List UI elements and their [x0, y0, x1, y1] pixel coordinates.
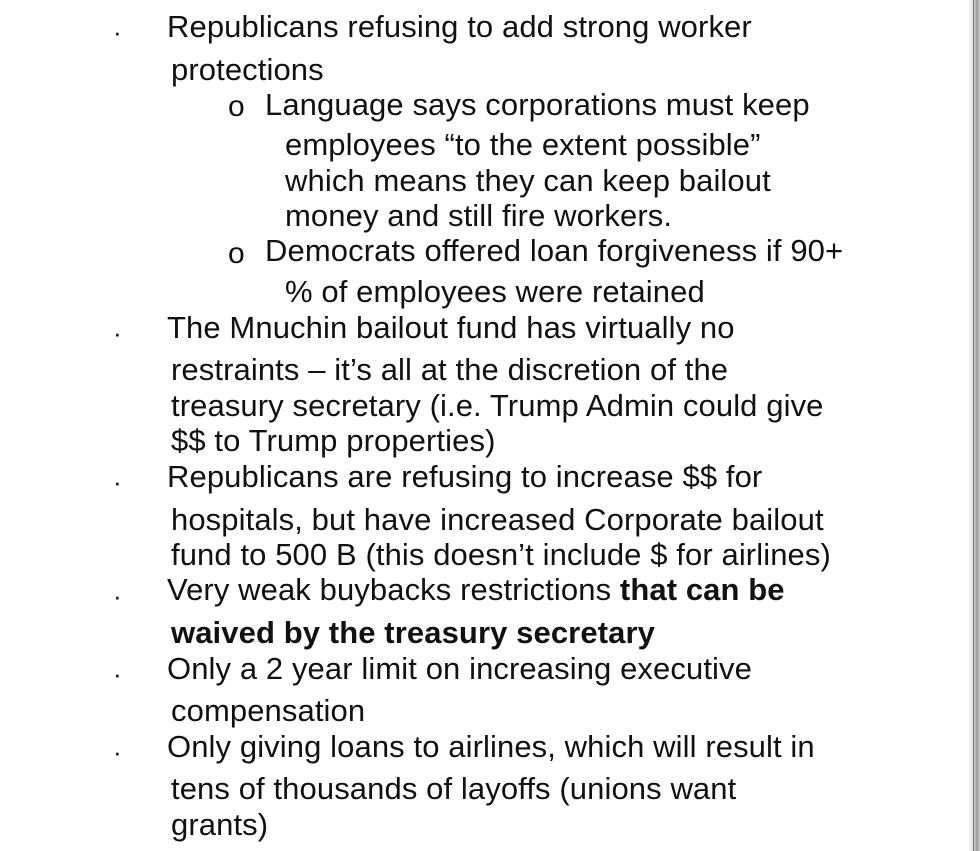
sub-bullet-marker: o [228, 90, 245, 123]
bullet-text-line: Republicans are refusing to increase $$ for [167, 459, 763, 494]
bullet-text-line: $$ to Trump properties) [171, 423, 496, 458]
sub-bullet-text-line: employees “to the extent possible” [285, 127, 761, 162]
bullet-text-line: Only giving loans to airlines, which will result in [167, 729, 815, 764]
bullet-text-line: The Mnuchin bailout fund has virtually no [167, 310, 735, 345]
bullet-point: · [113, 737, 122, 767]
page-edge-line [973, 0, 974, 851]
sub-bullet-text-line: which means they can keep bailout [285, 163, 771, 198]
bullet-text-line: protections [171, 52, 324, 87]
sub-bullet-text-line: Language says corporations must keep [265, 87, 810, 122]
bullet-text-line: treasury secretary (i.e. Trump Admin could give [171, 388, 824, 423]
bullet-point: · [113, 17, 122, 47]
sub-bullet-text-line: money and still fire workers. [285, 198, 673, 233]
regular-text: Very weak buybacks restrictions [167, 572, 620, 607]
sub-bullet-text-line: Democrats offered loan forgiveness if 90+ [265, 233, 844, 268]
bullet-text-line: compensation [171, 693, 366, 728]
bullet-text-line: Republicans refusing to add strong worker [167, 9, 752, 44]
bullet-point: · [113, 318, 122, 348]
bold-emphasis-line: waived by the treasury secretary [171, 615, 655, 650]
bullet-text-line: Only a 2 year limit on increasing executive [167, 651, 752, 686]
bullet-point: · [113, 467, 122, 497]
bullet-text-line [167, 572, 785, 608]
bold-emphasis-text: that can be [619, 572, 785, 607]
bullet-text-line: tens of thousands of layoffs (unions want [171, 771, 737, 806]
bullet-point: · [113, 659, 122, 689]
bullet-text-line: fund to 500 B (this doesn’t include $ for airlines) [171, 537, 831, 572]
sub-bullet-marker: o [228, 237, 245, 270]
bullet-text-line: hospitals, but have increased Corporate bailout [171, 502, 824, 537]
bullet-point: · [113, 581, 122, 611]
bullet-text-line: restraints – it’s all at the discretion of the [171, 352, 729, 387]
sub-bullet-text-line: % of employees were retained [285, 274, 705, 309]
bullet-text-line: grants) [171, 807, 269, 842]
page-edge-shadow [968, 0, 980, 851]
